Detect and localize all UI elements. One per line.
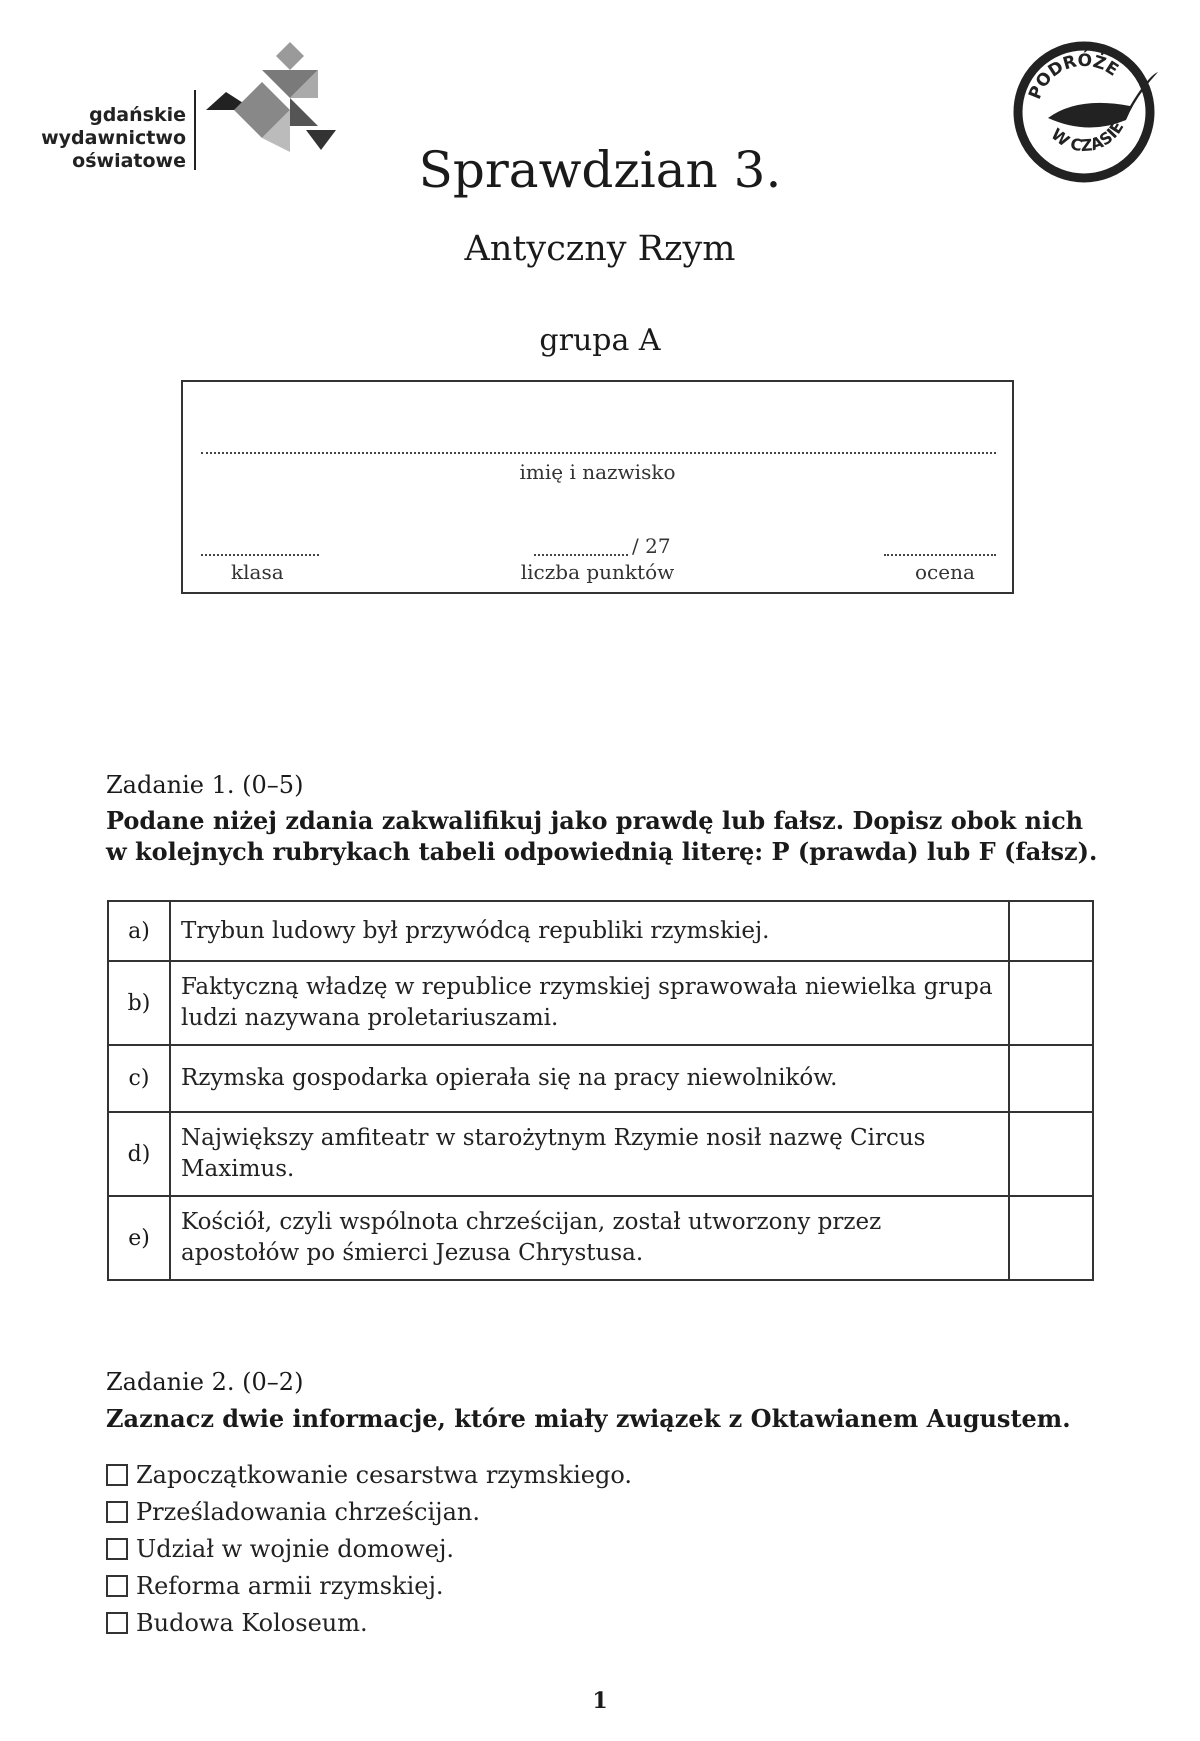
option-item [106, 1534, 454, 1564]
option-label: Udział w wojnie domowej. [136, 1535, 455, 1563]
task1-number: Zadanie 1. [106, 771, 235, 799]
name-field[interactable] [201, 452, 996, 454]
task2-instruction: Zaznacz dwie informacje, które miały związek z Oktawianem Augustem. [106, 1404, 1071, 1433]
row-statement: Największy amfiteatr w starożytnym Rzymie nosił nazwę Circus Maximus. [170, 1112, 1009, 1196]
task2-number: Zadanie 2. [106, 1368, 235, 1396]
option-label: Budowa Koloseum. [136, 1609, 368, 1637]
task1-header [106, 770, 303, 800]
task2-header [106, 1367, 303, 1397]
option-item [106, 1571, 444, 1601]
answer-cell[interactable] [1009, 961, 1093, 1045]
row-letter: e) [108, 1196, 170, 1280]
option-label: Prześladowania chrześcijan. [136, 1498, 480, 1526]
student-info-box [181, 380, 1014, 594]
option-item [106, 1460, 632, 1490]
answer-cell[interactable] [1009, 901, 1093, 961]
publisher-line-3: oświatowe [72, 150, 186, 172]
option-item [106, 1608, 368, 1638]
series-logo-top-text: PODRÓŻE [1025, 50, 1122, 103]
task1-points: (0–5) [242, 771, 304, 799]
row-statement: Kościół, czyli wspólnota chrześcijan, został utworzony przez apostołów po śmierci Jezusa Chrystusa. [170, 1196, 1009, 1280]
points-field[interactable] [534, 554, 628, 556]
table-row [108, 961, 1093, 1045]
table-row [108, 1045, 1093, 1112]
row-letter: b) [108, 961, 170, 1045]
option-checkbox[interactable] [106, 1575, 128, 1597]
task1-instruction-line-2: w kolejnych rubrykach tabeli odpowiednią literę: P (prawda) lub F (fałsz). [106, 837, 1098, 866]
answer-cell[interactable] [1009, 1112, 1093, 1196]
series-logo-bottom-text: W CZASIE [1047, 117, 1128, 156]
table-row [108, 1112, 1093, 1196]
class-label: klasa [231, 560, 284, 584]
option-checkbox[interactable] [106, 1538, 128, 1560]
task1-instruction-line-1: Podane niżej zdania zakwalifikuj jako prawdę lub fałsz. Dopisz obok nich [106, 806, 1084, 835]
page-number: 1 [592, 1688, 608, 1714]
option-checkbox[interactable] [106, 1612, 128, 1634]
name-label: imię i nazwisko [519, 460, 676, 484]
grade-field[interactable] [884, 554, 996, 556]
option-checkbox[interactable] [106, 1501, 128, 1523]
option-label: Zapoczątkowanie cesarstwa rzymskiego. [136, 1461, 633, 1489]
publisher-line-1: gdańskie [89, 104, 186, 126]
row-statement: Faktyczną władzę w republice rzymskiej sprawowała niewielka grupa ludzi nazywana proletariuszami. [170, 961, 1009, 1045]
test-group: grupa A [539, 323, 661, 358]
publisher-line-2: wydawnictwo [41, 127, 186, 149]
table-row [108, 1196, 1093, 1280]
task1-instruction [106, 805, 1106, 867]
publisher-logo-icon [206, 40, 341, 155]
task2-points: (0–2) [242, 1368, 304, 1396]
grade-label: ocena [915, 560, 975, 584]
table-row [108, 901, 1093, 961]
row-statement: Rzymska gospodarka opierała się na pracy niewolników. [170, 1045, 1009, 1112]
class-field[interactable] [201, 554, 319, 556]
page-subtitle: Antyczny Rzym [464, 229, 736, 269]
row-statement: Trybun ludowy był przywódcą republiki rzymskiej. [170, 901, 1009, 961]
row-letter: d) [108, 1112, 170, 1196]
page-title: Sprawdzian 3. [418, 141, 782, 199]
true-false-table [107, 900, 1094, 1281]
svg-text:PODRÓŻE [1025, 49, 1122, 102]
points-total: / 27 [632, 534, 671, 558]
answer-cell[interactable] [1009, 1045, 1093, 1112]
row-letter: a) [108, 901, 170, 961]
option-item [106, 1497, 480, 1527]
option-checkbox[interactable] [106, 1464, 128, 1486]
answer-cell[interactable] [1009, 1196, 1093, 1280]
row-letter: c) [108, 1045, 170, 1112]
option-label: Reforma armii rzymskiej. [136, 1572, 444, 1600]
points-label: liczba punktów [520, 560, 675, 584]
